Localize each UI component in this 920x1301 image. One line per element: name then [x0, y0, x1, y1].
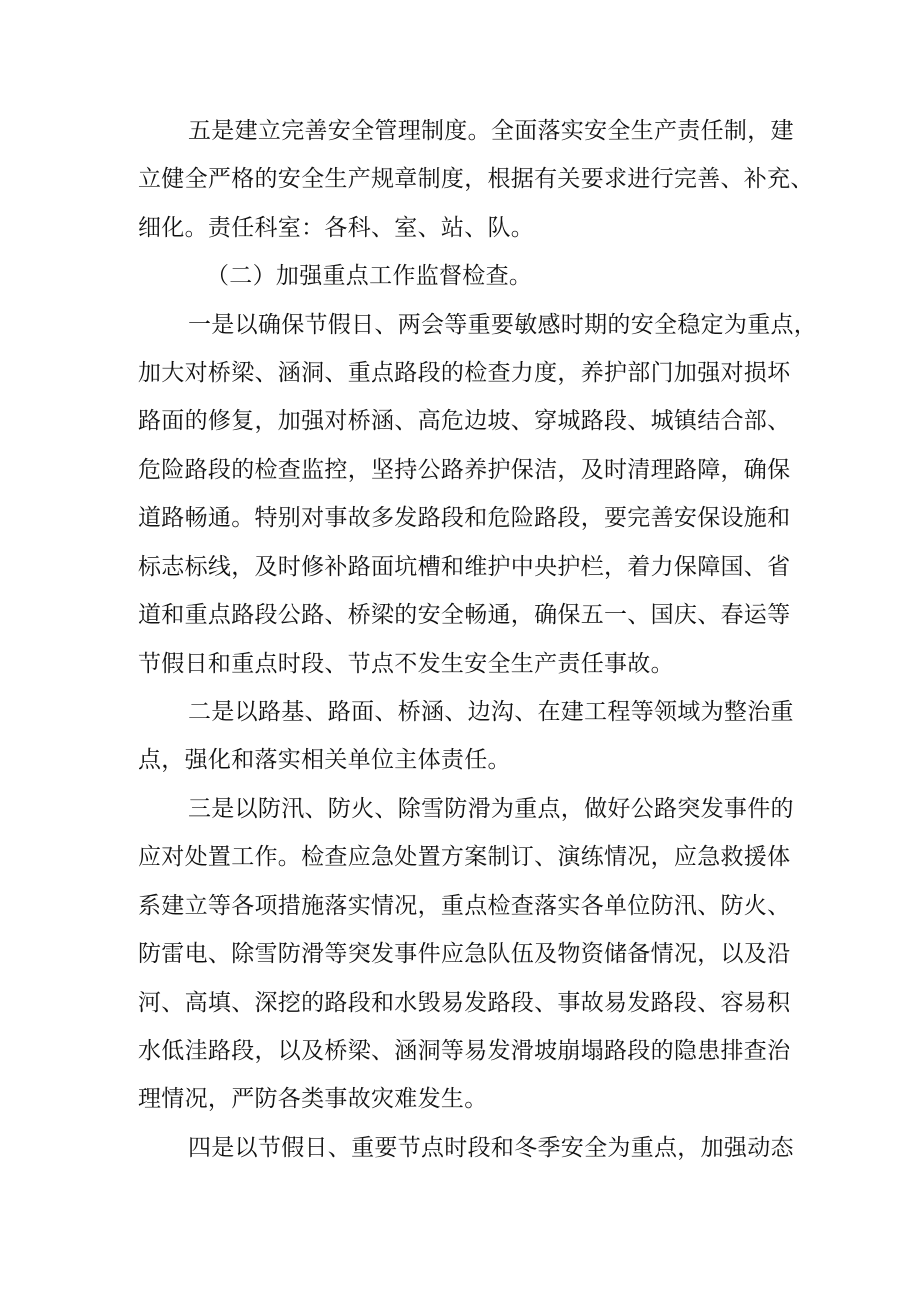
item-1-line-5: 道路畅通。特别对事故多发路段和危险路段，要完善安保设施和 — [138, 505, 791, 531]
paragraph-5-line-2: 立健全严格的安全生产规章制度，根据有关要求进行完善、补充、 — [138, 166, 814, 192]
paragraph-5-line-1: 五是建立完善安全管理制度。全面落实安全生产责任制，建 — [188, 118, 794, 144]
section-heading: （二）加强重点工作监督检查。 — [206, 263, 533, 289]
item-1-line-7: 道和重点路段公路、桥梁的安全畅通，确保五一、国庆、春运等 — [138, 602, 791, 628]
paragraph-5-line-3: 细化。责任科室：各科、室、站、队。 — [138, 215, 535, 241]
item-3-line-4: 防雷电、除雪防滑等突发事件应急队伍及物资储备情况，以及沿 — [138, 941, 791, 967]
item-3-line-1: 三是以防汛、防火、除雪防滑为重点，做好公路突发事件的 — [188, 796, 794, 822]
item-1-line-6: 标志标线，及时修补路面坑槽和维护中央护栏，着力保障国、省 — [138, 554, 791, 580]
item-3-line-6: 水低洼路段，以及桥梁、涵洞等易发滑坡崩塌路段的隐患排查治 — [138, 1038, 791, 1064]
item-3-line-5: 河、高填、深挖的路段和水毁易发路段、事故易发路段、容易积 — [138, 990, 791, 1016]
item-1-line-3: 路面的修复，加强对桥涵、高危边坡、穿城路段、城镇结合部、 — [138, 408, 791, 434]
item-1-line-1: 一是以确保节假日、两会等重要敏感时期的安全稳定为重点， — [188, 312, 818, 338]
item-3-line-3: 系建立等各项措施落实情况，重点检查落实各单位防汛、防火、 — [138, 893, 791, 919]
item-2-line-1: 二是以路基、路面、桥涵、边沟、在建工程等领域为整治重 — [188, 699, 794, 725]
item-1-line-8: 节假日和重点时段、节点不发生安全生产责任事故。 — [138, 651, 674, 677]
item-3-line-7: 理情况，严防各类事故灾难发生。 — [138, 1086, 488, 1112]
item-3-line-2: 应对处置工作。检查应急处置方案制订、演练情况，应急救援体 — [138, 844, 791, 870]
item-1-line-2: 加大对桥梁、涵洞、重点路段的检查力度，养护部门加强对损坏 — [138, 360, 791, 386]
item-4-line-1: 四是以节假日、重要节点时段和冬季安全为重点，加强动态 — [188, 1135, 794, 1161]
item-1-line-4: 危险路段的检查监控，坚持公路养护保洁，及时清理路障，确保 — [138, 457, 791, 483]
item-2-line-2: 点，强化和落实相关单位主体责任。 — [138, 747, 511, 773]
